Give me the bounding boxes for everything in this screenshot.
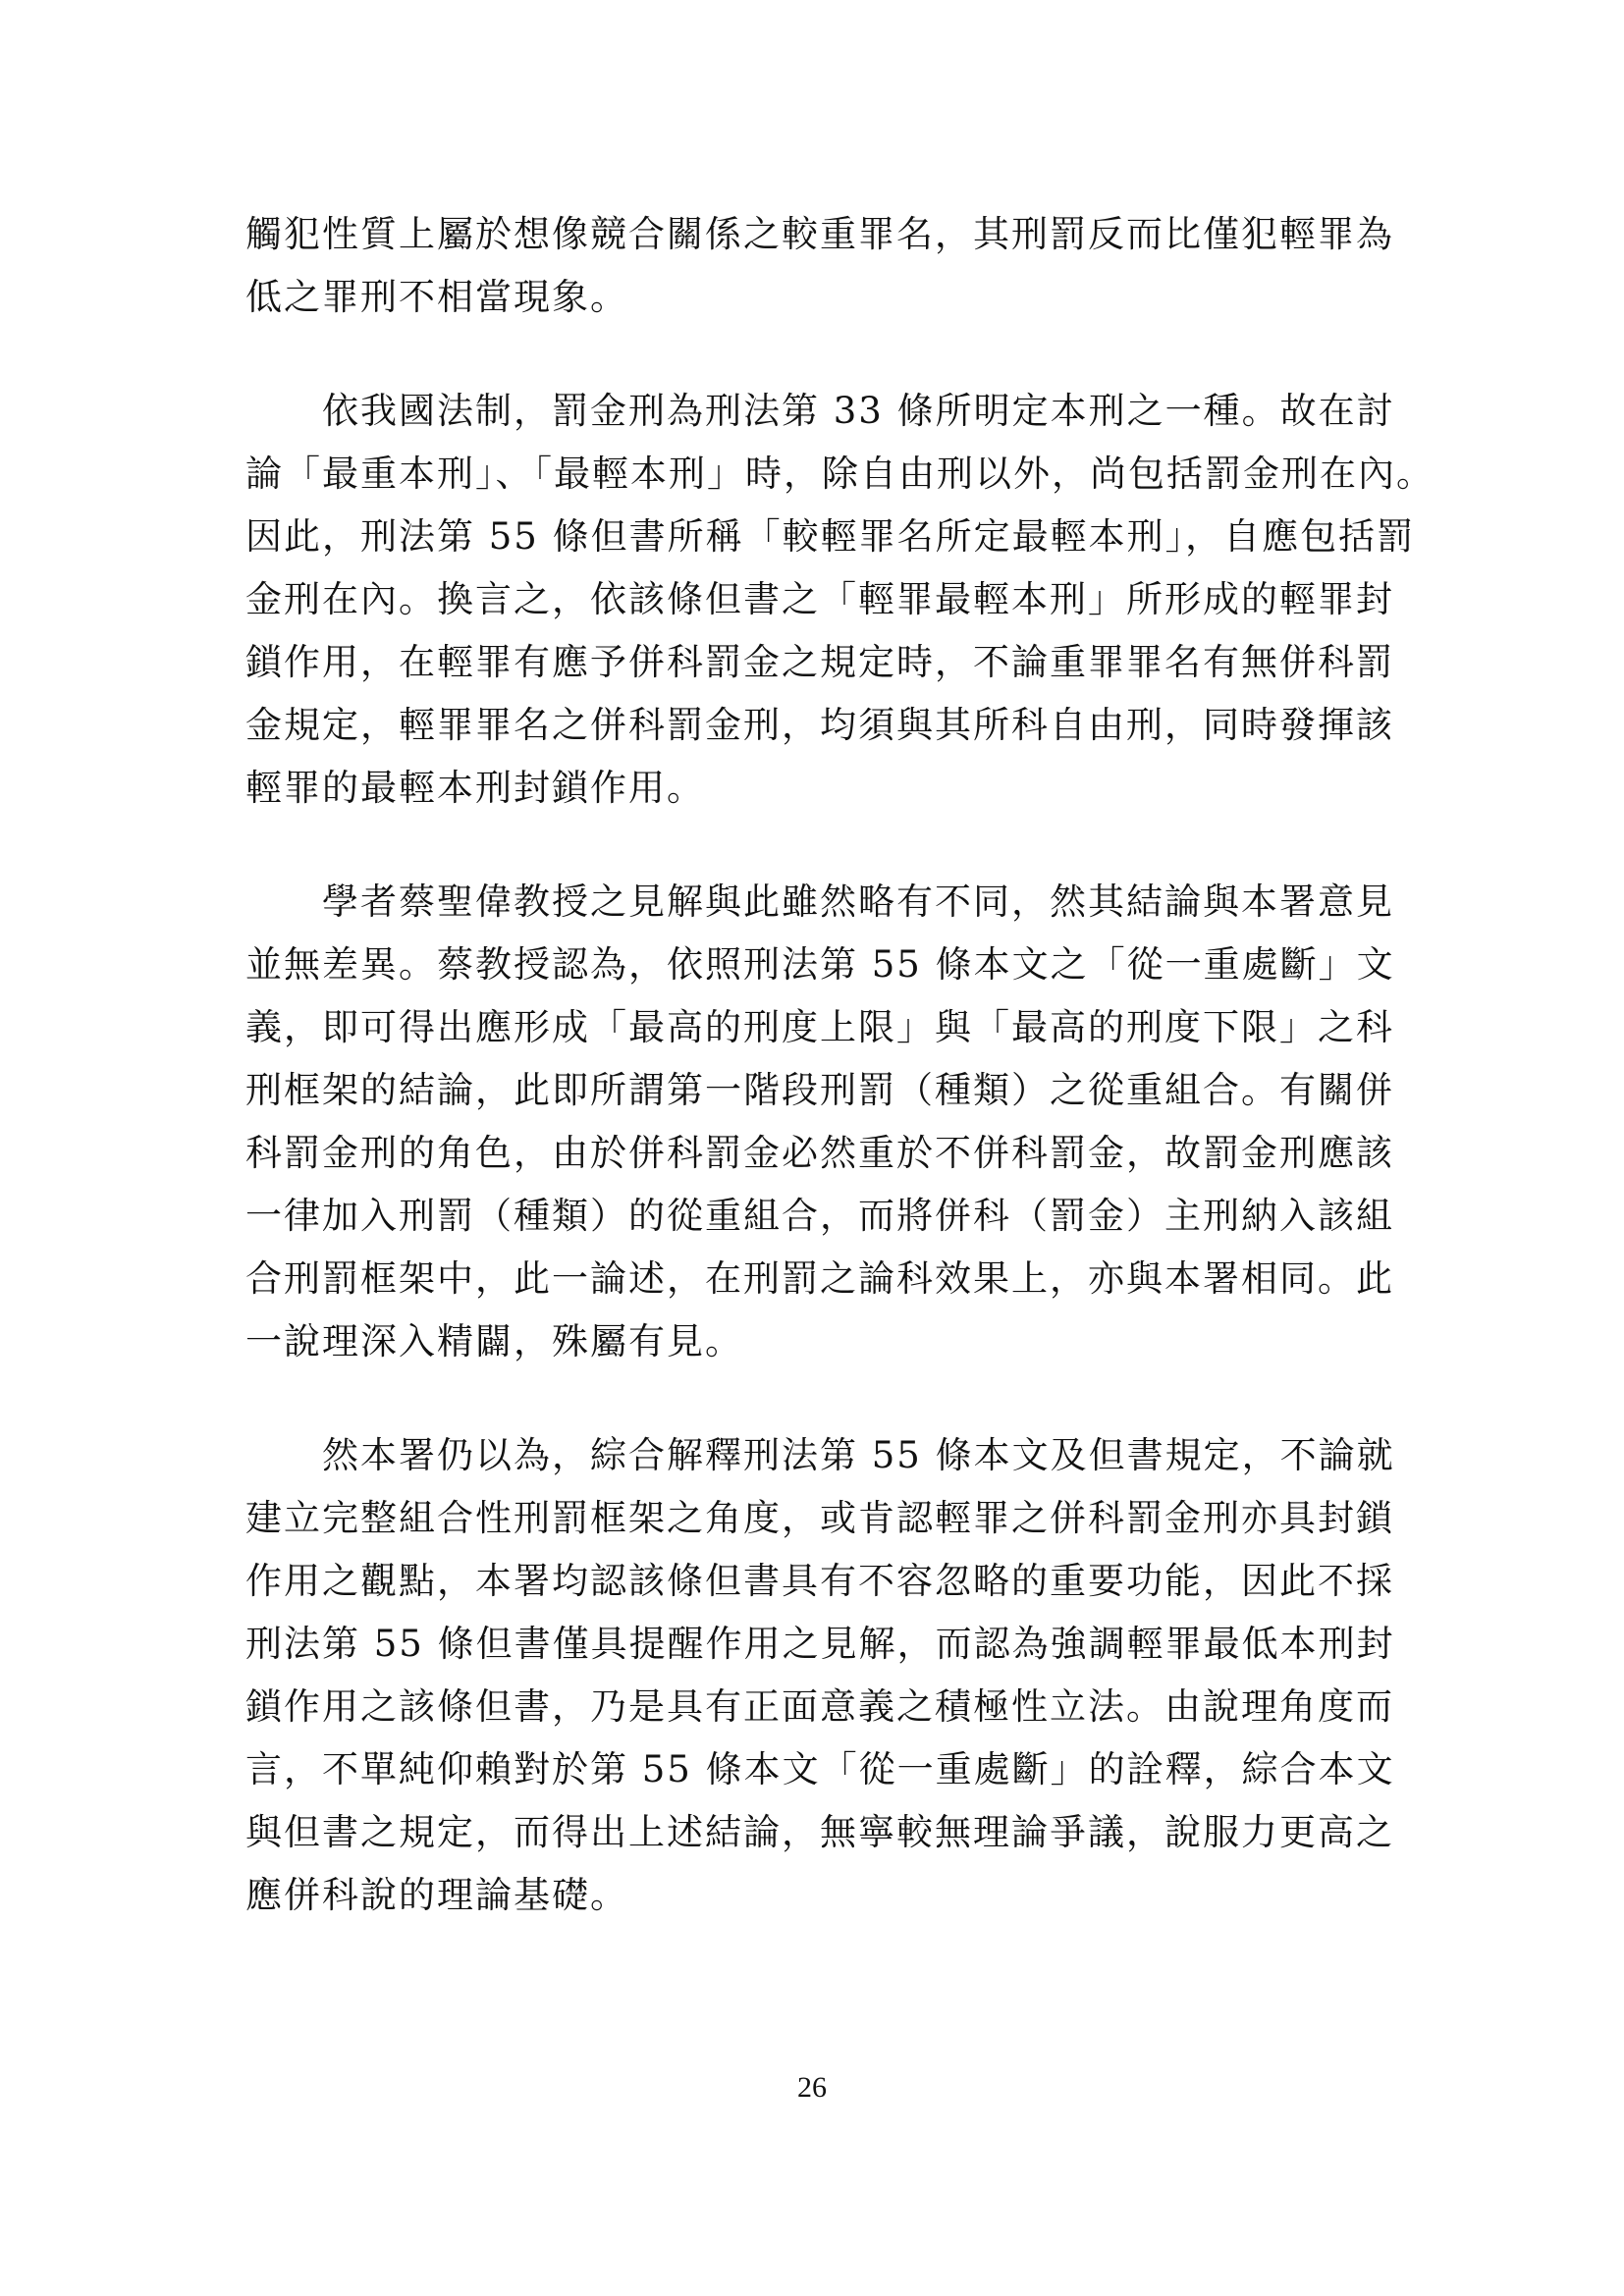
text-line: 因此，刑法第 55 條但書所稱「較輕罪名所定最輕本刑」，自應包括罰 [245,515,1416,558]
text-line: 與但書之規定，而得出上述結論，無寧較無理論爭議，說服力更高之 [245,1811,1394,1853]
text-line: 刑法第 55 條但書僅具提醒作用之見解，而認為強調輕罪最低本刑封 [245,1623,1395,1665]
paragraph-1 [245,210,1394,336]
text-line: 合刑罰框架中，此一論述，在刑罰之論科效果上，亦與本署相同。此 [245,1257,1394,1300]
paragraph-3 [245,878,1394,1380]
page-number: 26 [797,2071,827,2104]
paragraph-2 [245,387,1435,827]
text-line: 金刑在內。換言之，依該條但書之「輕罪最輕本刑」所形成的輕罪封 [245,578,1394,620]
text-line: 言，不單純仰賴對於第 55 條本文「從一重處斷」的詮釋，綜合本文 [245,1748,1395,1790]
text-line: 依我國法制，罰金刑為刑法第 33 條所明定本刑之一種。故在討 [245,390,1395,432]
text-line: 建立完整組合性刑罰框架之角度，或肯認輕罪之併科罰金刑亦具封鎖 [245,1497,1394,1539]
text-line: 一律加入刑罰（種類）的從重組合，而將併科（罰金）主刑納入該組 [245,1195,1394,1237]
text-line: 刑框架的結論，此即所謂第一階段刑罰（種類）之從重組合。有關併 [245,1069,1394,1111]
text-line: 義，即可得出應形成「最高的刑度上限」與「最高的刑度下限」之科 [245,1006,1394,1048]
body-text [245,210,1435,1934]
text-line: 輕罪的最輕本刑封鎖作用。 [245,767,705,809]
text-line: 鎖作用之該條但書，乃是具有正面意義之積極性立法。由說理角度而 [245,1685,1394,1728]
paragraph-4 [245,1431,1394,1934]
text-line: 然本署仍以為，綜合解釋刑法第 55 條本文及但書規定，不論就 [245,1434,1395,1476]
text-line: 一說理深入精闢，殊屬有見。 [245,1320,743,1362]
text-line: 鎖作用，在輕罪有應予併科罰金之規定時，不論重罪罪名有無併科罰 [245,641,1394,683]
text-line: 金規定，輕罪罪名之併科罰金刑，均須與其所科自由刑，同時發揮該 [245,704,1394,746]
text-line: 並無差異。蔡教授認為，依照刑法第 55 條本文之「從一重處斷」文 [245,943,1395,986]
text-line: 低之罪刑不相當現象。 [245,276,628,318]
text-line: 科罰金刑的角色，由於併科罰金必然重於不併科罰金，故罰金刑應該 [245,1132,1394,1174]
text-line: 觸犯性質上屬於想像競合關係之較重罪名，其刑罰反而比僅犯輕罪為 [245,213,1394,255]
text-line: 應併科說的理論基礎。 [245,1874,628,1916]
text-line: 論「最重本刑」、「最輕本刑」時，除自由刑以外，尚包括罰金刑在內。 [245,453,1435,495]
text-line: 學者蔡聖偉教授之見解與此雖然略有不同，然其結論與本署意見 [245,881,1394,923]
text-line: 作用之觀點，本署均認該條但書具有不容忽略的重要功能，因此不採 [245,1560,1394,1602]
